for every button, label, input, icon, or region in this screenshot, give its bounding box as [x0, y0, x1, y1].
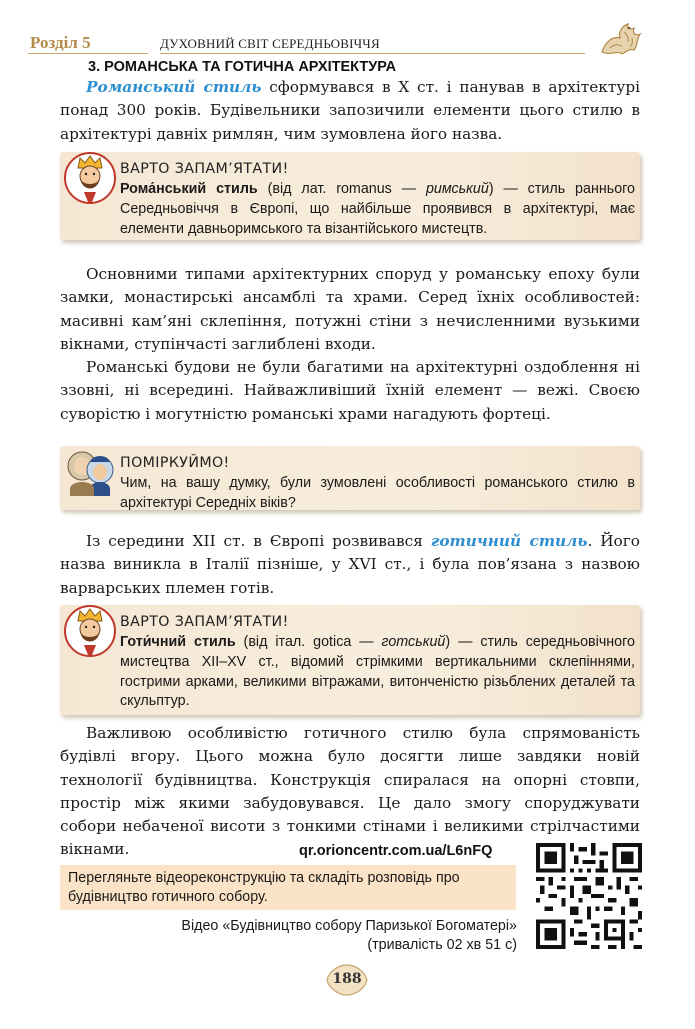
- king-avatar-icon: [62, 601, 118, 657]
- page-number: 188: [325, 963, 369, 997]
- paragraph-romanesque-types: Основними типами архітектурних споруд у романську епоху були замки, монастирські ансамблі та храми. Серед їхніх особливостей: масивні кам’яні склепіння, потужні стіни з нечисленними вузькими вікнами, ступінчасті заглиблені входи.: [60, 265, 640, 353]
- video-title: Відео «Будівництво собору Паризької Богоматері»: [181, 918, 517, 934]
- paragraph-gothic-intro: Із середини XII ст. в Європі розвивався готичний стиль. Його назва виникла в Італії пізніше, у XVI ст., і була пов’язана з назвою варварських племен готів.: [60, 532, 640, 597]
- qr-link[interactable]: qr.orioncentr.com.ua/L6nFQ: [299, 843, 493, 859]
- page-header: [0, 0, 695, 56]
- chapter-label: Розділ 5: [30, 33, 91, 52]
- paragraph-romanesque-intro: Романський стиль сформувався в Х ст. і панував в архітектурі понад 300 років. Будівельники запозичили елементи цього стилю в архітектурі давніх римлян, чим зумовлена його назва.: [60, 78, 640, 143]
- remember-title: ВАРТО ЗАПАМ’ЯТАТИ!: [120, 161, 289, 177]
- header-rule-left: [28, 53, 148, 54]
- term-romanesque: Романський стиль: [86, 78, 262, 96]
- king-avatar-icon: [62, 148, 118, 204]
- video-duration: (тривалість 02 хв 51 с): [367, 937, 517, 953]
- thinkers-icon: [62, 442, 118, 498]
- video-task: Перегляньте відеореконструкцію та складіть розповідь про будівництво готичного собору.: [60, 865, 516, 910]
- video-caption: [181, 917, 517, 955]
- term-gothic: готичний стиль: [430, 532, 588, 550]
- think-box: [60, 446, 640, 510]
- think-title: ПОМІРКУЙМО!: [120, 455, 230, 471]
- remember-box-romanesque: [60, 152, 640, 240]
- remember-definition: Готи́чний стиль (від італ. gotica — готський) — стиль середньовічного мистецтва XII–XV ст., відомий стрімкими вертикальними склепіннями, гострими арками, великими вітражами, витонченістю різьблених деталей та скульптур.: [120, 634, 635, 710]
- qr-code[interactable]: [536, 843, 642, 949]
- paragraph-romanesque-decor: Романські будови не були багатими на архітектурні оздоблення ні ззовні, ні всередині. Найважливіший їхній елемент — вежі. Своєю суворістю і могутністю романські храми нагадують фортеці.: [60, 358, 640, 423]
- remember-definition: Рома́нський стиль (від лат. romanus — римський) — стиль раннього Середньовіччя в Європі, що найбільше проявився в архітектурі, має елементи давньоримського та візантійського мистецтв.: [120, 181, 635, 237]
- paragraph-gothic-features: Важливою особливістю готичного стилю була спрямованість будівлі вгору. Цього можна було досягти лише завдяки новій технології будівництва. Конструкція спиралася на опорні стовпи, простір між якими забудовувався. Це дало змогу споруджувати собори небаченої висоти з тонкими стінами і великими стрілчастими вікнами.: [60, 724, 640, 859]
- dragon-icon: [596, 18, 644, 58]
- header-rule: [160, 53, 585, 54]
- remember-title: ВАРТО ЗАПАМ’ЯТАТИ!: [120, 614, 289, 630]
- think-question: Чим, на вашу думку, були зумовлені особливості романського стилю в архітектурі Середніх віків?: [120, 475, 635, 511]
- section-title: 3. РОМАНСЬКА ТА ГОТИЧНА АРХІТЕКТУРА: [88, 59, 397, 75]
- chapter-topic: ДУХОВНИЙ СВІТ СЕРЕДНЬОВІЧЧЯ: [160, 36, 380, 51]
- remember-box-gothic: [60, 605, 640, 715]
